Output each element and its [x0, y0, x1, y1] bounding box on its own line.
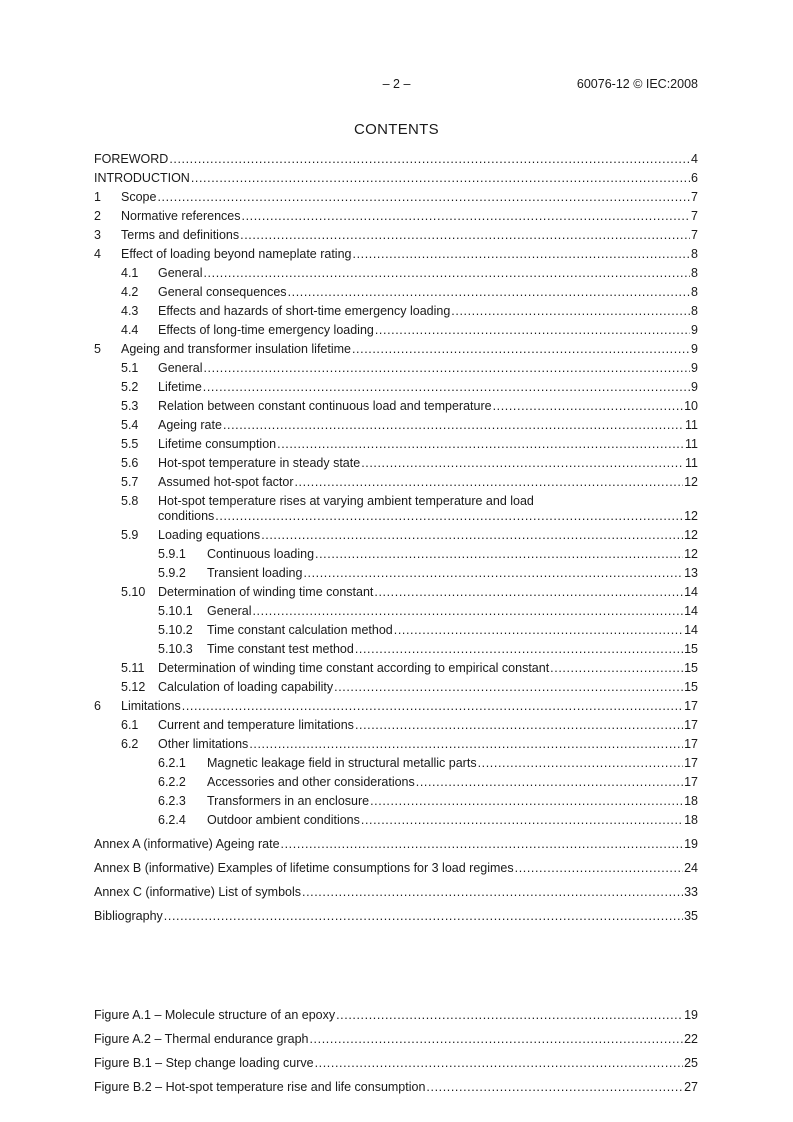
toc-entry-title: Determination of winding time constant	[158, 585, 374, 599]
dot-leader	[294, 475, 683, 490]
toc-entry-title: FOREWORD	[94, 152, 169, 166]
toc-entry-body	[121, 680, 698, 695]
toc-entry-number: 5.10.3	[158, 642, 193, 656]
toc-entry[interactable]	[121, 416, 698, 435]
toc-entry-number: 5.9.1	[158, 547, 186, 561]
toc-entry-number: 5.4	[121, 418, 139, 432]
toc-entry-number: 4.2	[121, 285, 139, 299]
toc-entry-body	[121, 437, 698, 452]
toc-entry-title: Effects and hazards of short-time emergency loading	[158, 304, 451, 318]
toc-entry-number: 5.10.2	[158, 623, 193, 637]
toc-entry-page: 14	[684, 585, 698, 599]
toc-entry[interactable]	[158, 621, 698, 640]
toc-entry-number: 5.1	[121, 361, 139, 375]
toc-entry-page: 15	[684, 680, 698, 694]
dot-leader	[361, 813, 683, 828]
toc-entry-body	[121, 361, 698, 376]
toc-entry-title: Calculation of loading capability	[158, 680, 334, 694]
toc-entry-page: 12	[684, 528, 698, 542]
dot-leader	[515, 861, 683, 876]
toc-entry-number: 5.7	[121, 475, 139, 489]
dot-leader	[169, 152, 690, 167]
toc-entry-title: Normative references	[121, 209, 241, 223]
toc-entry-page: 22	[684, 1032, 698, 1046]
toc-entry-number: 5.9	[121, 528, 139, 542]
toc-entry-body	[158, 623, 698, 638]
dot-leader	[394, 623, 683, 638]
toc-entry[interactable]	[94, 150, 698, 169]
toc-entry-page: 24	[684, 861, 698, 875]
toc-entry-number: 5.5	[121, 437, 139, 451]
toc-entry-title: Lifetime consumption	[158, 437, 277, 451]
dot-leader	[370, 794, 683, 809]
dot-leader	[277, 437, 684, 452]
dot-leader	[303, 566, 683, 581]
dot-leader	[242, 209, 691, 224]
toc-entry-body	[121, 285, 698, 300]
toc-entry[interactable]	[121, 473, 698, 492]
toc-entry[interactable]	[158, 602, 698, 621]
toc-entry-page: 11	[685, 437, 698, 451]
toc-entry-title: Transformers in an enclosure	[207, 794, 370, 808]
toc-entry[interactable]	[121, 435, 698, 454]
dot-leader	[223, 418, 684, 433]
toc-entry-page: 18	[684, 813, 698, 827]
toc-entry-page: 9	[691, 361, 698, 375]
toc-entry-body	[158, 604, 698, 619]
toc-entry-page: 8	[691, 285, 698, 299]
figure-entry[interactable]	[94, 1030, 698, 1049]
toc-entry-number: 5.12	[121, 680, 146, 694]
toc-entry-page: 27	[684, 1080, 698, 1094]
toc-entry-body	[94, 1008, 698, 1023]
toc-entry-page: 12	[684, 547, 698, 561]
toc-entry-page: 17	[684, 756, 698, 770]
toc-entry-title: Figure B.1 – Step change loading curve	[94, 1056, 314, 1070]
toc-entry-page: 12	[684, 509, 698, 523]
toc-entry-number: 5.9.2	[158, 566, 186, 580]
toc-entry[interactable]	[121, 264, 698, 283]
toc-entry-page: 17	[684, 737, 698, 751]
dot-leader	[249, 737, 683, 752]
dot-leader	[353, 247, 691, 262]
toc-entry-number: 6.2.1	[158, 756, 186, 770]
toc-entry-number: 3	[94, 228, 101, 242]
toc-entry[interactable]	[121, 378, 698, 397]
toc-entry-page: 9	[691, 342, 698, 356]
toc-entry-body	[121, 323, 698, 338]
toc-entry-body	[94, 152, 698, 167]
dot-leader	[315, 547, 683, 562]
toc-entry-body	[94, 190, 698, 205]
toc-entry-title: Relation between constant continuous load and temperature	[158, 399, 492, 413]
toc-entry-page: 12	[684, 475, 698, 489]
dot-leader	[261, 528, 683, 543]
toc-entry-body	[158, 756, 698, 771]
toc-entry-title-line1: Hot-spot temperature rises at varying ambient temperature and load	[158, 494, 534, 508]
dot-leader	[191, 171, 690, 186]
dot-leader	[203, 361, 690, 376]
toc-entry-body	[121, 528, 698, 543]
toc-entry-page: 4	[691, 152, 698, 166]
toc-entry-title: Bibliography	[94, 909, 163, 923]
toc-entry[interactable]	[94, 226, 698, 245]
toc-entry-number: 5.10.1	[158, 604, 193, 618]
toc-entry[interactable]	[121, 397, 698, 416]
toc-entry-body	[158, 775, 698, 790]
toc-entry-body	[94, 247, 698, 262]
toc-entry-title: Terms and definitions	[121, 228, 240, 242]
toc-entry-number: 5.2	[121, 380, 139, 394]
toc-entry[interactable]	[158, 811, 698, 830]
toc-entry-title: Determination of winding time constant according to empirical constant	[158, 661, 550, 675]
toc-entry-page: 14	[684, 604, 698, 618]
toc-entry-body	[121, 456, 698, 471]
toc-entry-page: 15	[684, 642, 698, 656]
toc-entry-body	[121, 418, 698, 433]
toc-entry-title: Effect of loading beyond nameplate rating	[121, 247, 352, 261]
toc-entry[interactable]	[121, 583, 698, 602]
toc-entry-number: 5.10	[121, 585, 146, 599]
toc-entry-body	[94, 909, 698, 924]
dot-leader	[215, 509, 683, 524]
dot-leader	[288, 285, 690, 300]
toc-entry-number: 1	[94, 190, 101, 204]
toc-entry[interactable]	[121, 735, 698, 754]
toc-entry-title: General consequences	[158, 285, 287, 299]
toc-entry[interactable]	[94, 188, 698, 207]
toc-entry-number: 5.3	[121, 399, 139, 413]
toc-entry-page: 17	[684, 775, 698, 789]
toc-entry-page: 7	[691, 228, 698, 242]
toc-entry-title: Scope	[121, 190, 157, 204]
toc-entry-page: 8	[691, 266, 698, 280]
toc-entry-body	[94, 342, 698, 357]
toc-entry-body	[158, 547, 698, 562]
toc-entry-page: 6	[691, 171, 698, 185]
dot-leader	[309, 1032, 683, 1047]
toc-entry-title: Annex A (informative) Ageing rate	[94, 837, 280, 851]
toc-entry-title: INTRODUCTION	[94, 171, 190, 185]
page-number: – 2 –	[382, 77, 411, 91]
toc-entry-body	[94, 171, 698, 186]
toc-entry-number: 6.2.2	[158, 775, 186, 789]
dot-leader	[252, 604, 683, 619]
toc-entry-page: 25	[684, 1056, 698, 1070]
toc-entry-page: 14	[684, 623, 698, 637]
toc-entry-page: 17	[684, 699, 698, 713]
toc-entry-title: Ageing rate	[158, 418, 222, 432]
toc-entry-page: 8	[691, 247, 698, 261]
dot-leader	[374, 585, 683, 600]
toc-entry[interactable]	[94, 697, 698, 716]
toc-entry-body	[94, 1080, 698, 1095]
toc-entry-title: Lifetime	[158, 380, 202, 394]
dot-leader	[426, 1080, 683, 1095]
toc-entry-body	[94, 1032, 698, 1047]
toc-entry-title: Loading equations	[158, 528, 261, 542]
toc-entry[interactable]	[158, 792, 698, 811]
toc-entry-title: conditions	[158, 509, 215, 523]
toc-entry-body	[121, 266, 698, 281]
toc-entry-body	[94, 228, 698, 243]
toc-entry-number: 6.2.4	[158, 813, 186, 827]
toc-entry-number: 4.4	[121, 323, 139, 337]
toc-entry-page: 13	[684, 566, 698, 580]
toc-entry-body	[158, 566, 698, 581]
toc-entry-number: 5.6	[121, 456, 139, 470]
toc-entry-page: 7	[691, 209, 698, 223]
toc-entry[interactable]	[94, 340, 698, 359]
toc-entry-page: 19	[684, 1008, 698, 1022]
toc-entry-title: Annex B (informative) Examples of lifetime consumptions for 3 load regimes	[94, 861, 514, 875]
toc-entry-page: 11	[685, 456, 698, 470]
toc-entry-title: Effects of long-time emergency loading	[158, 323, 374, 337]
toc-entry[interactable]	[94, 859, 698, 878]
toc-entry-page: 7	[691, 190, 698, 204]
toc-entry-title: Accessories and other considerations	[207, 775, 415, 789]
toc-entry-body	[94, 1056, 698, 1071]
toc-entry-title: General	[207, 604, 252, 618]
dot-leader	[416, 775, 683, 790]
dot-leader	[336, 1008, 683, 1023]
dot-leader	[375, 323, 690, 338]
toc-entry-title: General	[158, 361, 203, 375]
toc-entry-number: 5.11	[121, 661, 145, 675]
toc-entry-body	[94, 509, 698, 524]
toc-entry[interactable]	[158, 545, 698, 564]
dot-leader	[451, 304, 690, 319]
toc-entry-page: 9	[691, 380, 698, 394]
toc-entry-page: 17	[684, 718, 698, 732]
contents-title: CONTENTS	[354, 121, 439, 138]
toc-entry[interactable]	[158, 564, 698, 583]
dot-leader	[164, 909, 683, 924]
dot-leader	[240, 228, 690, 243]
toc-entry-body	[158, 813, 698, 828]
toc-entry[interactable]	[121, 678, 698, 697]
dot-leader	[182, 699, 683, 714]
toc-entry-page: 15	[684, 661, 698, 675]
toc-entry-number: 4.1	[121, 266, 139, 280]
toc-entry-title: Figure A.2 – Thermal endurance graph	[94, 1032, 309, 1046]
toc-entry-page: 11	[685, 418, 698, 432]
toc-entry-body	[94, 209, 698, 224]
toc-entry-title: Figure A.1 – Molecule structure of an epoxy	[94, 1008, 336, 1022]
dot-leader	[361, 456, 684, 471]
toc-entry-title: Outdoor ambient conditions	[207, 813, 360, 827]
toc-entry[interactable]	[121, 526, 698, 545]
toc-entry-body	[121, 475, 698, 490]
toc-entry-page: 35	[684, 909, 698, 923]
dot-leader	[493, 399, 684, 414]
toc-entry[interactable]	[121, 321, 698, 340]
toc-entry-number: 6.2.3	[158, 794, 186, 808]
toc-entry-number: 6	[94, 699, 101, 713]
toc-entry-page: 19	[684, 837, 698, 851]
toc-entry-body	[121, 380, 698, 395]
toc-entry-page: 8	[691, 304, 698, 318]
toc-entry-title: Continuous loading	[207, 547, 315, 561]
toc-entry-number: 2	[94, 209, 101, 223]
toc-entry-title: Assumed hot-spot factor	[158, 475, 294, 489]
toc-entry-title: Annex C (informative) List of symbols	[94, 885, 302, 899]
toc-entry-title: Time constant calculation method	[207, 623, 393, 637]
toc-entry[interactable]	[94, 835, 698, 854]
toc-entry-body	[94, 861, 698, 876]
toc-entry-body	[94, 885, 698, 900]
toc-entry-body	[94, 837, 698, 852]
toc-entry-number: 6.2	[121, 737, 139, 751]
table-of-contents	[94, 150, 698, 926]
toc-entry-title: General	[158, 266, 203, 280]
dot-leader	[281, 837, 684, 852]
toc-entry-title: Other limitations	[158, 737, 249, 751]
toc-entry-number: 6.1	[121, 718, 139, 732]
dot-leader	[157, 190, 690, 205]
toc-entry[interactable]	[94, 169, 698, 188]
dot-leader	[203, 266, 690, 281]
toc-entry-number: 5	[94, 342, 101, 356]
dot-leader	[355, 718, 683, 733]
dot-leader	[302, 885, 683, 900]
toc-entry-body	[121, 661, 698, 676]
figure-entry[interactable]	[94, 1054, 698, 1073]
toc-entry-page: 10	[684, 399, 698, 413]
toc-entry[interactable]	[121, 302, 698, 321]
toc-entry-number: 4	[94, 247, 101, 261]
toc-entry[interactable]	[121, 283, 698, 302]
dot-leader	[355, 642, 683, 657]
toc-entry-body	[158, 642, 698, 657]
toc-entry-body	[121, 737, 698, 752]
toc-entry-page: 9	[691, 323, 698, 337]
list-of-figures	[94, 1001, 698, 1097]
toc-entry[interactable]	[121, 454, 698, 473]
toc-entry-page: 33	[684, 885, 698, 899]
figure-entry[interactable]	[94, 1006, 698, 1025]
toc-entry-body	[158, 794, 698, 809]
toc-entry[interactable]	[158, 640, 698, 659]
toc-entry-title: Magnetic leakage field in structural metallic parts	[207, 756, 477, 770]
toc-entry-title: Time constant test method	[207, 642, 354, 656]
toc-entry-title: Current and temperature limitations	[158, 718, 354, 732]
dot-leader	[315, 1056, 684, 1071]
dot-leader	[352, 342, 690, 357]
dot-leader	[203, 380, 690, 395]
dot-leader	[478, 756, 684, 771]
toc-entry-number: 4.3	[121, 304, 139, 318]
toc-entry-title: Figure B.2 – Hot-spot temperature rise and life consumption	[94, 1080, 426, 1094]
figure-entry[interactable]	[94, 1078, 698, 1097]
toc-entry-title: Hot-spot temperature in steady state	[158, 456, 361, 470]
toc-entry-number: 5.8	[121, 494, 139, 508]
toc-entry[interactable]	[121, 359, 698, 378]
toc-entry-body	[121, 718, 698, 733]
dot-leader	[550, 661, 683, 676]
toc-entry-body	[121, 585, 698, 600]
toc-entry-title: Transient loading	[207, 566, 303, 580]
toc-entry[interactable]	[121, 716, 698, 735]
toc-entry[interactable]	[158, 773, 698, 792]
toc-entry-body	[121, 399, 698, 414]
dot-leader	[334, 680, 683, 695]
toc-entry-body	[94, 699, 698, 714]
toc-entry-title: Ageing and transformer insulation lifetime	[121, 342, 351, 356]
toc-entry-page: 18	[684, 794, 698, 808]
toc-entry[interactable]	[94, 207, 698, 226]
toc-entry[interactable]	[94, 883, 698, 902]
toc-entry[interactable]	[121, 659, 698, 678]
toc-entry[interactable]	[158, 754, 698, 773]
toc-entry-title: Limitations	[121, 699, 181, 713]
toc-entry[interactable]	[94, 907, 698, 926]
toc-entry-body	[121, 304, 698, 319]
toc-entry[interactable]	[94, 245, 698, 264]
document-reference: 60076-12 © IEC:2008	[576, 77, 698, 91]
toc-entry[interactable]	[94, 492, 698, 526]
